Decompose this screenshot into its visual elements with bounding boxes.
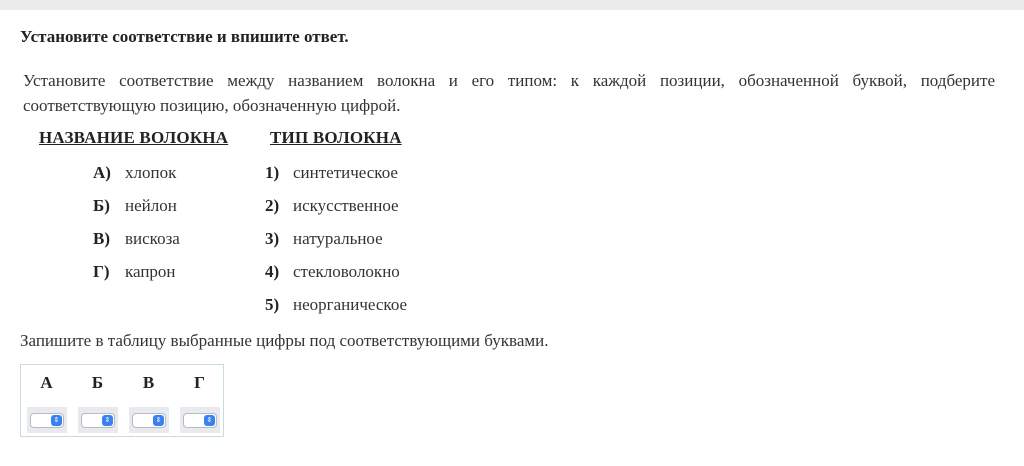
left-item-text: нейлон bbox=[125, 196, 177, 215]
left-item-marker: Г) bbox=[93, 262, 110, 281]
right-column-header: ТИП ВОЛОКНА bbox=[270, 128, 402, 147]
top-bar bbox=[0, 0, 1024, 10]
right-item-text: синтетическое bbox=[293, 163, 398, 182]
left-column-header: НАЗВАНИЕ ВОЛОКНА bbox=[39, 128, 229, 147]
left-item-marker: А) bbox=[93, 163, 111, 182]
answer-header-a: А bbox=[40, 373, 53, 392]
instruction-text: Запишите в таблицу выбранные цифры под соответствующими буквами. bbox=[20, 331, 549, 350]
right-item-marker: 1) bbox=[265, 163, 280, 182]
select-arrows-icon: ⇕ bbox=[153, 415, 164, 426]
answer-select-v[interactable] bbox=[132, 413, 166, 428]
right-item-marker: 2) bbox=[265, 196, 280, 215]
right-item-text: неорганическое bbox=[293, 295, 408, 314]
left-item-text: вискоза bbox=[125, 229, 180, 248]
answer-header-b: Б bbox=[91, 373, 104, 392]
answer-cell-b bbox=[78, 407, 118, 433]
task-header: Установите соответствие и впишите ответ. bbox=[20, 27, 349, 46]
task-text: Установите соответствие между названием волокна и его типом: к каждой позиции, обозначенной буквой, подберите соответствующую позицию, обозначенную цифрой. bbox=[23, 71, 995, 115]
answer-cell-v bbox=[129, 407, 169, 433]
right-item-text: искусственное bbox=[293, 196, 399, 215]
left-item-marker: Б) bbox=[93, 196, 110, 215]
answer-table bbox=[20, 364, 224, 437]
answer-select-b[interactable] bbox=[81, 413, 115, 428]
left-item-marker: В) bbox=[93, 229, 110, 248]
answer-cell-a bbox=[27, 407, 67, 433]
left-item-text: хлопок bbox=[125, 163, 177, 182]
right-item-marker: 5) bbox=[265, 295, 280, 314]
answer-cell-g bbox=[180, 407, 220, 433]
answer-header-g: Г bbox=[194, 373, 205, 392]
answer-header-v: В bbox=[142, 373, 155, 392]
select-arrows-icon: ⇕ bbox=[102, 415, 113, 426]
right-item-marker: 4) bbox=[265, 262, 280, 281]
right-item-text: стекловолокно bbox=[293, 262, 400, 281]
right-item-marker: 3) bbox=[265, 229, 280, 248]
select-arrows-icon: ⇕ bbox=[51, 415, 62, 426]
select-arrows-icon: ⇕ bbox=[204, 415, 215, 426]
answer-select-g[interactable] bbox=[183, 413, 217, 428]
answer-select-a[interactable] bbox=[30, 413, 64, 428]
left-item-text: капрон bbox=[125, 262, 176, 281]
right-item-text: натуральное bbox=[293, 229, 383, 248]
